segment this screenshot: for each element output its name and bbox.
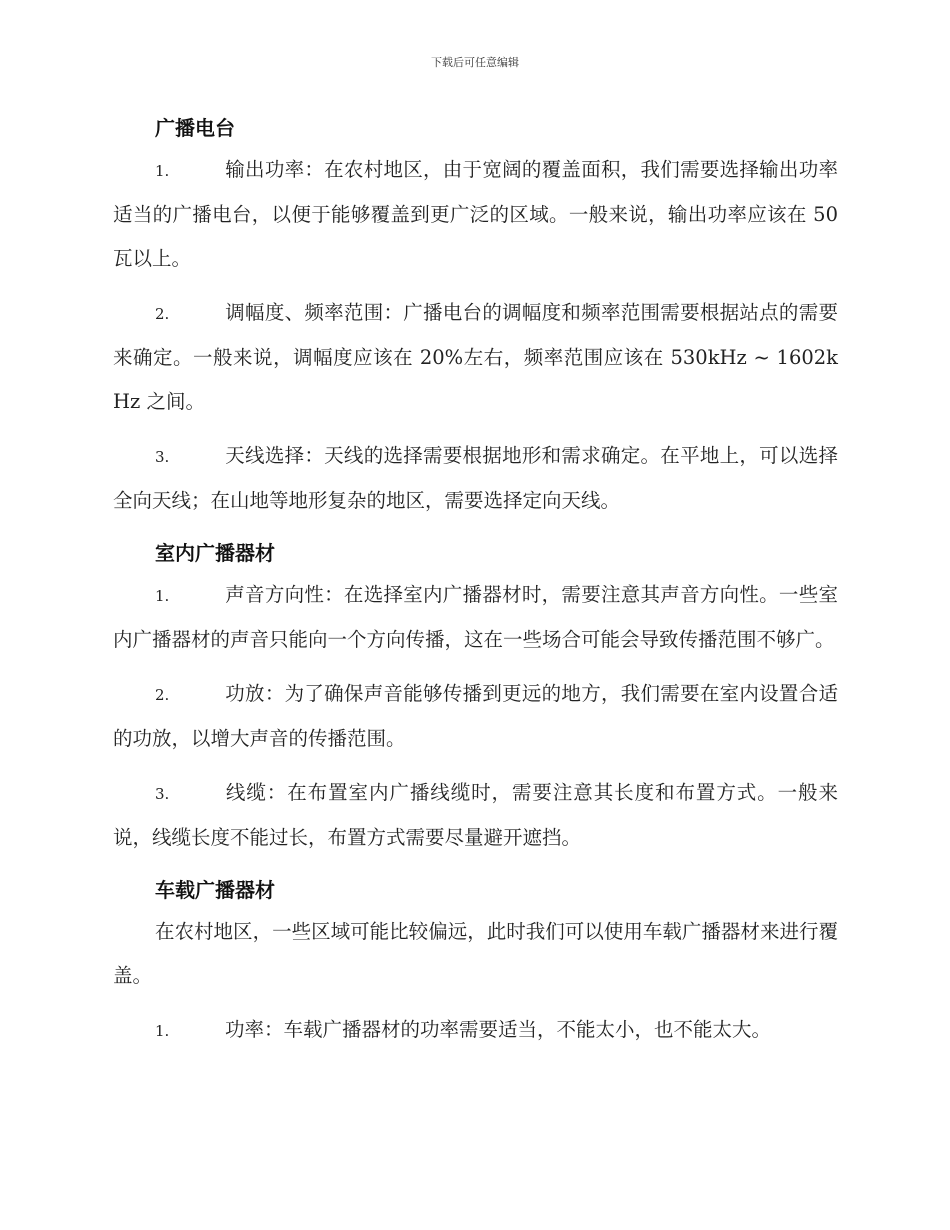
list-item-text: 天线选择：天线的选择需要根据地形和需求确定。在平地上，可以选择全向天线；在山地等地形复杂的地区，需要选择定向天线。 <box>113 444 838 512</box>
list-item-number: 2. <box>155 305 170 323</box>
page-header: 下载后可任意编辑 <box>431 56 519 69</box>
list-item <box>113 771 838 860</box>
section-heading-vehicle-equipment: 车载广播器材 <box>155 878 275 902</box>
list-item-text: 输出功率：在农村地区，由于宽阔的覆盖面积，我们需要选择输出功率适当的广播电台，以便于能够覆盖到更广泛的区域。一般来说，输出功率应该在 50 瓦以上。 <box>113 158 838 270</box>
list-item <box>113 148 838 281</box>
list-item <box>113 1008 838 1053</box>
list-item-text: 功率：车载广播器材的功率需要适当，不能太小，也不能太大。 <box>225 1018 772 1041</box>
section-heading-broadcast-station: 广播电台 <box>155 116 235 140</box>
list-item <box>113 672 838 761</box>
list-item-number: 3. <box>155 785 170 803</box>
list-item <box>113 291 838 424</box>
list-item-text: 调幅度、频率范围：广播电台的调幅度和频率范围需要根据站点的需要来确定。一般来说，调幅度应该在 20%左右，频率范围应该在 530kHz ~ 1602kHz 之间。 <box>113 301 838 413</box>
list-item <box>113 434 838 523</box>
list-item-text: 线缆：在布置室内广播线缆时，需要注意其长度和布置方式。一般来说，线缆长度不能过长，布置方式需要尽量避开遮挡。 <box>113 781 838 849</box>
section-intro-paragraph: 在农村地区，一些区域可能比较偏远，此时我们可以使用车载广播器材来进行覆盖。 <box>113 920 838 987</box>
section-heading-indoor-equipment: 室内广播器材 <box>155 541 275 565</box>
list-item-number: 1. <box>155 162 170 180</box>
list-item-text: 声音方向性：在选择室内广播器材时，需要注意其声音方向性。一些室内广播器材的声音只能向一个方向传播，这在一些场合可能会导致传播范围不够广。 <box>113 583 838 651</box>
list-item-number: 1. <box>155 587 170 605</box>
document-body <box>113 108 838 1063</box>
list-item-text: 功放：为了确保声音能够传播到更远的地方，我们需要在室内设置合适的功放，以增大声音的传播范围。 <box>113 682 838 750</box>
list-item-number: 2. <box>155 686 170 704</box>
list-item-number: 3. <box>155 448 170 466</box>
list-item <box>113 573 838 662</box>
list-item-number: 1. <box>155 1022 170 1040</box>
